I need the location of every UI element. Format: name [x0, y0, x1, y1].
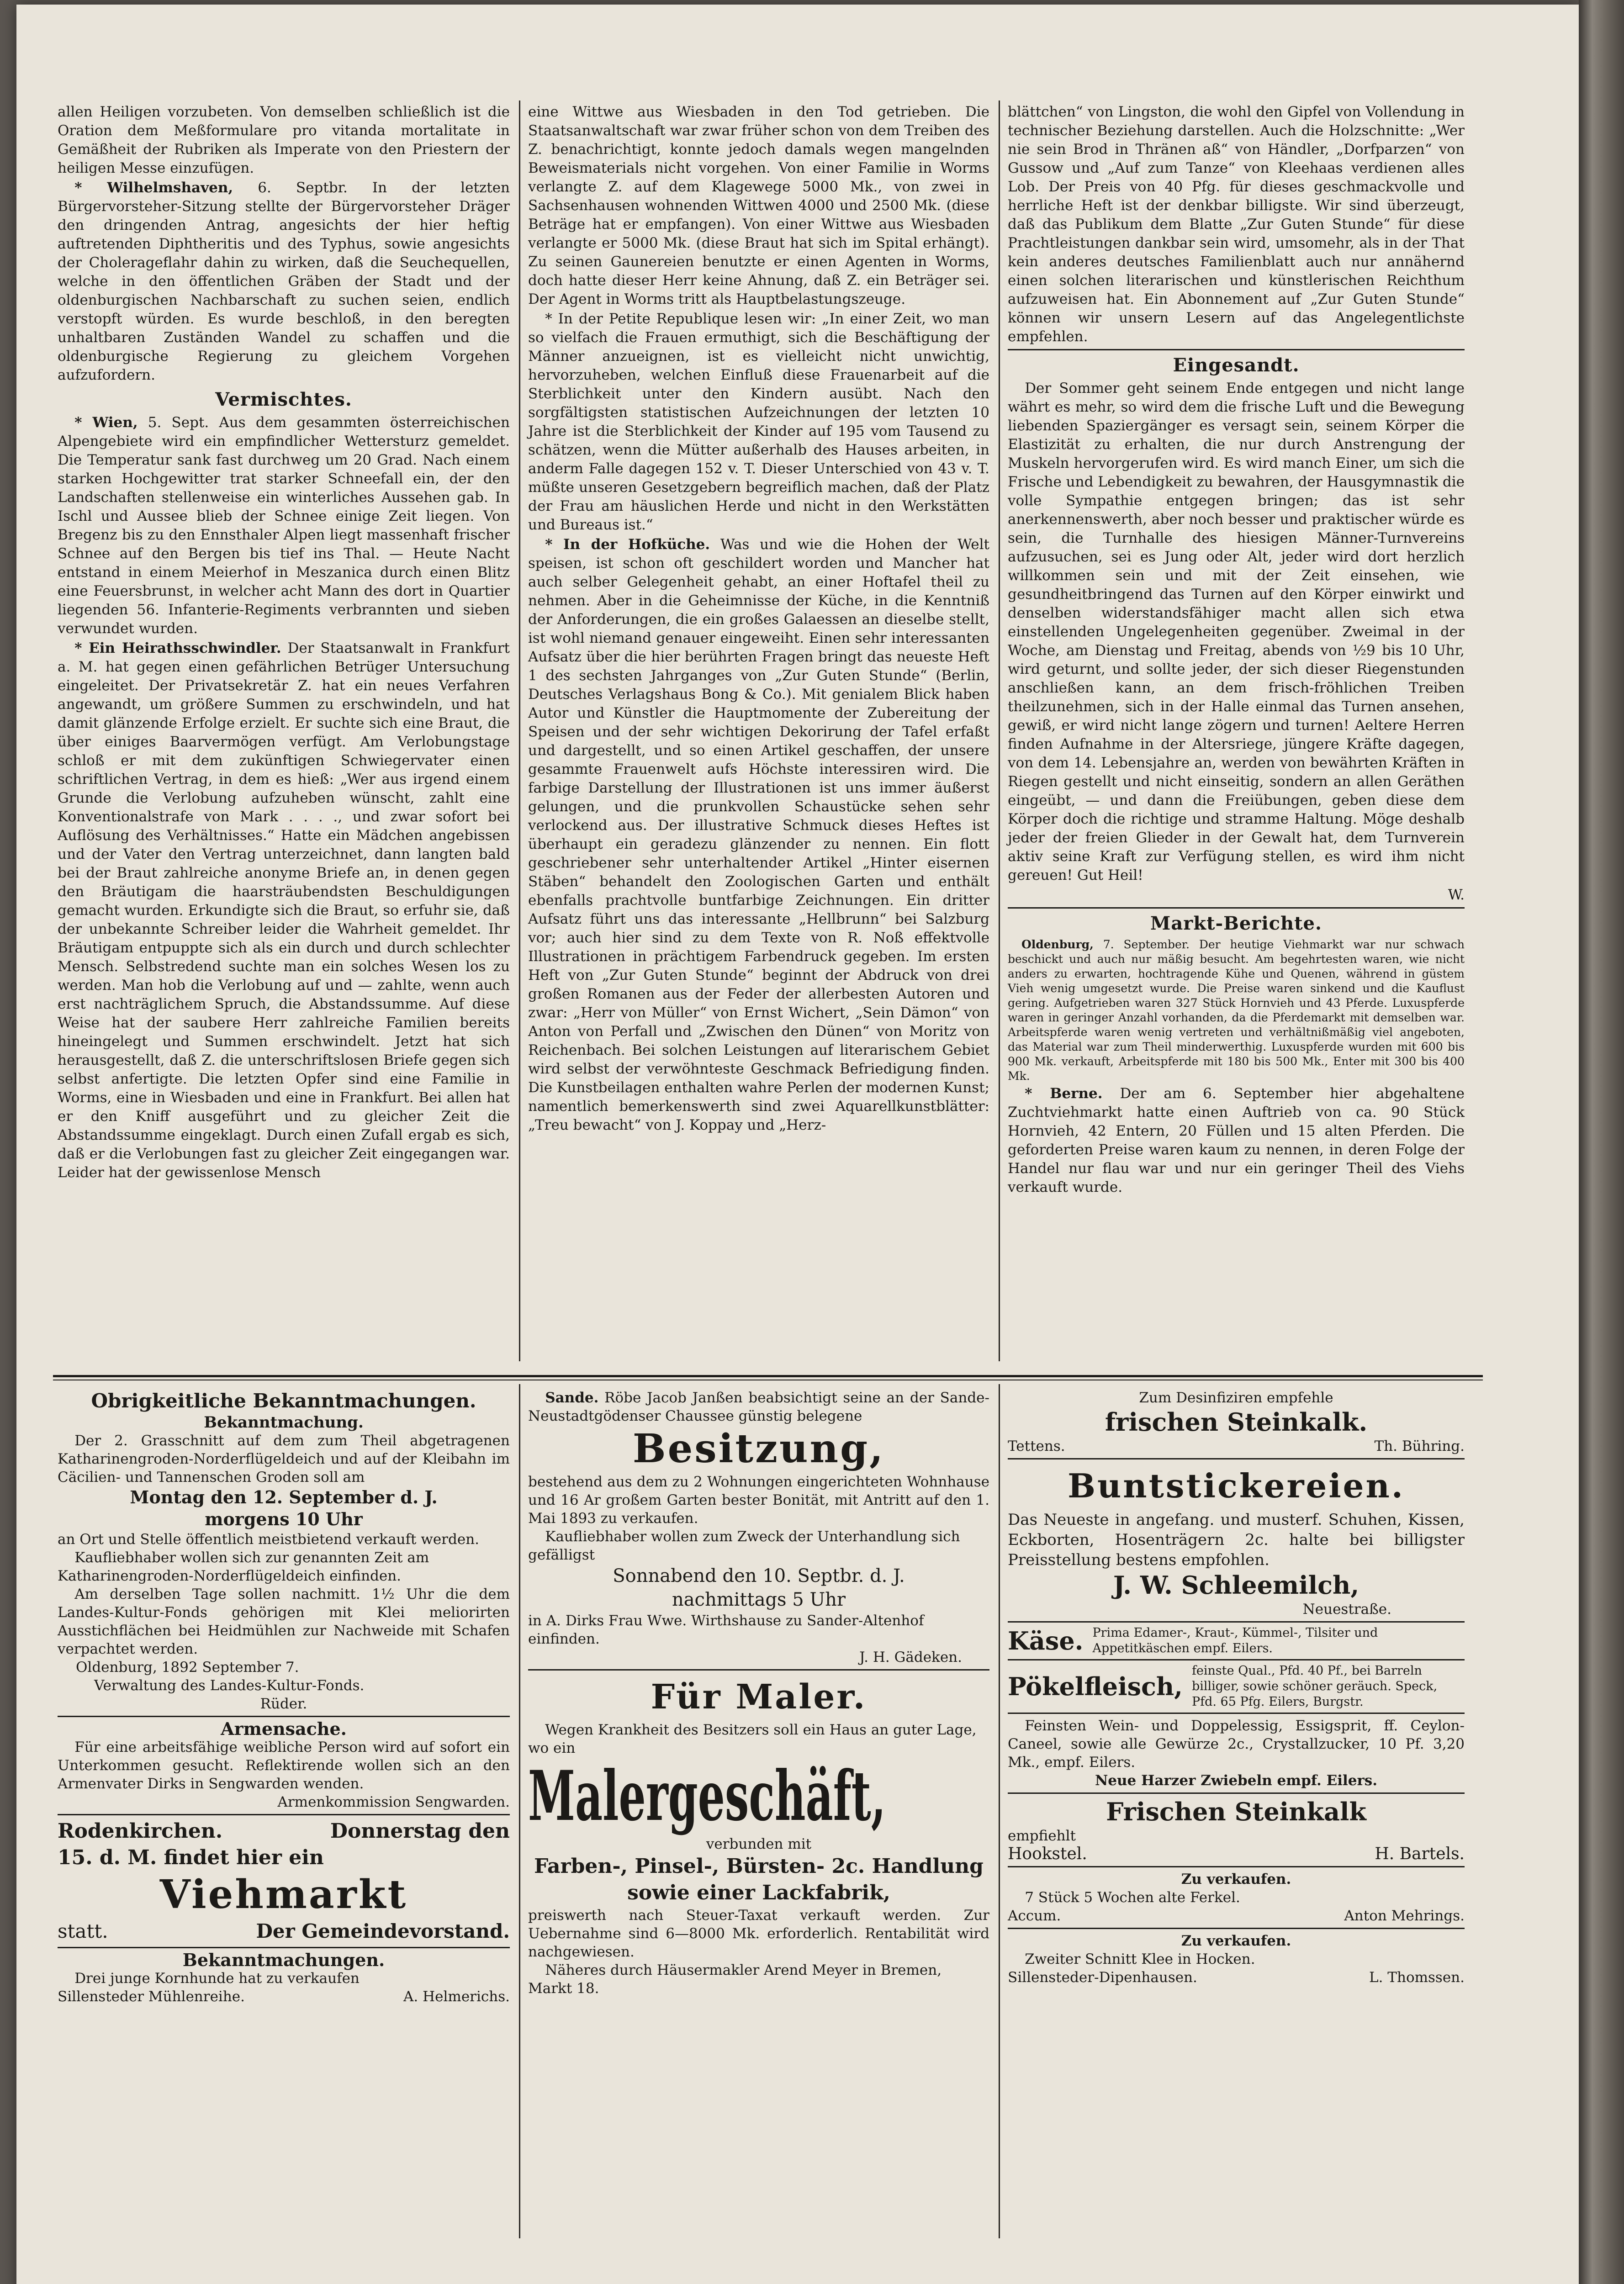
divider	[1008, 1792, 1465, 1794]
ads-column-2	[528, 1389, 989, 1998]
ad-headline: Für Maler.	[651, 1677, 867, 1717]
article-text: 5. Sept. Aus dem gesammten österreichischen Alpengebiete wird ein empfindlicher Wettersturz gemeldet. Die Temperatur sank fast durchweg um 20 Grad. Nach einem starken Hochgewitter trat starker Schneefall ein, der den Landschaften stellenweise ein winterliches Aussehen gab. In Ischl und Aussee blieb der Schnee einige Zeit liegen. Von Bregenz bis zu den Ennsthaler Alpen liegt massenhaft frischer Schnee auf den Bergen bis tief ins Thal. — Heute Nacht entstand in einem Meierhof in Meszanica durch einen Blitz eine Feuersbrunst, in welcher acht Mann des dort in Quartier liegenden 56. Infanterie-Regiments verbrannten und sieben verwundet wurden.	[58, 414, 510, 637]
ad-text: bestehend aus dem zu 2 Wohnungen eingerichteten Wohnhause und 16 Ar großem Garten bester Bonität, mit Antritt auf den 1. Mai 1893 zu verkaufen.	[528, 1474, 989, 1527]
ads-column-1	[58, 1389, 510, 2006]
ad-text: 7 Stück 5 Wochen alte Ferkel.	[1025, 1889, 1240, 1906]
divider	[1008, 1659, 1465, 1660]
article-paragraph	[528, 535, 989, 1135]
ad-text: Zweiter Schnitt Klee in Hocken.	[1025, 1951, 1255, 1967]
ad-headline-large: Malergeschäft,	[528, 1756, 886, 1836]
ad-lead: Sande.	[545, 1390, 599, 1406]
article-paragraph	[58, 413, 510, 638]
article-lead: * Wien,	[74, 414, 138, 431]
article-lead: * Ein Heirathsschwindler.	[74, 640, 281, 656]
article-text: Der Staatsanwalt in Frankfurt a. M. hat gegen einen gefährlichen Betrüger Untersuchung eingeleitet. Der Privatsekretär Z. hat ein neues Verfahren angewandt, um größere Summen zu erschwindeln, und hat damit glänzende Erfolge erzielt. Er suchte sich eine Braut, die über einiges Baarvermögen verfügt. Am Verlobungstage schloß er mit dem zukünftigen Schwiegervater einen schriftlichen Vertrag, in dem es hieß: „Wer aus irgend einem Grunde die Verlobung aufzuheben wünscht, zahlt eine Konventionalstrafe von Mark . . . ., und zwar sofort bei Auflösung des Verhältnisses.“ Hatte ein Mädchen angebissen und der Vater den Vertrag unterzeichnet, dann langten bald bei der Braut zahlreiche anonyme Briefe an, in denen gegen den Bräutigam die haarsträubendsten Beschuldigungen gemacht wurden. Erkundigte sich die Braut, so erfuhr sie, daß der unbekannte Schreiber leider die Wahrheit gemeldet. Ihr Bräutigam entpuppte sich als ein durch und durch schlechter Mensch. Selbstredend suchte man ein solches Wesen los zu werden. Man hob die Verlobung auf und — zahlte, wenn auch erst nachträglichem Spruch, die Abstandssumme. Auf diese Weise hat der saubere Herr zahlreiche Familien bereits hineingelegt und Summen erschwindelt. Jetzt hat sich herausgestellt, daß Z. die unterschriftslosen Briefe gegen sich selbst anfertigte. Die letzten Opfer sind eine Familie in Worms, eine in Wiesbaden und eine in Frankfurt. Bei allen hat er den Kniff ausgeführt und zu gleicher Zeit die Abstandssumme eingeklagt. Durch einen Zufall ergab es sich, daß er die Verlobungen fast zu gleicher Zeit eingegangen war. Leider hat der gewissenlose Mensch	[58, 640, 510, 1181]
ad-text: Näheres durch Häusermakler Arend Meyer in Bremen, Markt 18.	[528, 1962, 942, 1997]
ad-title: Zu verkaufen.	[1181, 1871, 1291, 1887]
ad-text: statt.	[58, 1920, 108, 1942]
ad-place: Hookstel.	[1008, 1845, 1087, 1863]
ad-text: an Ort und Stelle öffentlich meistbietend verkauft werden.	[58, 1531, 480, 1548]
ad-row	[1008, 1968, 1465, 1987]
ad-row	[1008, 1625, 1465, 1656]
ad-place: Rodenkirchen.	[58, 1819, 223, 1843]
ad-signature: L. Thomssen.	[1369, 1969, 1465, 1986]
ad-headline-wrap	[528, 1757, 989, 1835]
ad-title: Zu verkaufen.	[1181, 1933, 1291, 1949]
article-lead: * In der Hofküche.	[545, 536, 710, 553]
ad-headline: Pökelfleisch,	[1008, 1672, 1183, 1701]
divider	[1008, 1713, 1465, 1714]
ad-text: Oldenburg, 1892 September 7.	[76, 1659, 299, 1676]
ad-signature: Th. Bühring.	[1374, 1438, 1465, 1454]
ad-text	[528, 1389, 989, 1425]
ad-place: Accum.	[1008, 1908, 1061, 1924]
ad-text: Das Neueste in angefang. und musterf. Schuhen, Kissen, Eckborten, Hosenträgern 2c. halte bei billigster Preisstellung bestens empfohlen.	[1008, 1511, 1465, 1569]
ad-text: 15. d. M. findet hier ein	[58, 1846, 324, 1869]
ad-place: Tettens.	[1008, 1438, 1065, 1454]
column-rule-right	[999, 100, 1000, 1361]
ad-text: in A. Dirks Frau Wwe. Wirthshause zu Sander-Altenhof einfinden.	[528, 1613, 924, 1647]
ad-signature: Der Gemeindevorstand.	[256, 1920, 510, 1942]
ad-text: Drei junge Kornhunde hat zu verkaufen	[74, 1970, 360, 1987]
ads-divider	[53, 1375, 1483, 1377]
ad-headline: Besitzung,	[632, 1426, 885, 1472]
ad-text: Verwaltung des Landes-Kultur-Fonds.	[94, 1677, 365, 1694]
ad-headline: Käse.	[1008, 1626, 1084, 1655]
ad-row	[58, 1818, 510, 1845]
ad-text: feinste Qual., Pfd. 40 Pf., bei Barreln billiger, sowie schöner geräuch. Speck, Pfd. 65 Pfg. Eilers, Burgstr.	[1191, 1664, 1438, 1709]
ad-subtitle: Bekanntmachung.	[204, 1413, 364, 1432]
ad-row	[58, 1988, 510, 2006]
divider	[1008, 349, 1465, 350]
article-column-2	[528, 103, 989, 1136]
ad-text: Kaufliebhaber wollen sich zur genannten Zeit am Katharinengroden-Norderflügeldeich einfinden.	[58, 1549, 429, 1584]
ad-place: Sillensteder-Dipenhausen.	[1008, 1969, 1197, 1986]
ad-signature: Anton Mehrings.	[1344, 1908, 1465, 1924]
article-lead: Oldenburg,	[1021, 938, 1094, 951]
column-rule-left	[519, 100, 520, 1361]
divider	[58, 1716, 510, 1717]
ad-headline: sowie einer Lackfabrik,	[627, 1881, 890, 1904]
divider	[1008, 1621, 1465, 1623]
ad-headline: Buntstickereien.	[1068, 1466, 1405, 1505]
ad-date: Sonnabend den 10. Septbr. d. J.	[613, 1565, 905, 1586]
ad-headline: Farben-, Pinsel-, Bürsten- 2c. Handlung	[534, 1855, 984, 1878]
ad-signature: Armenkommission Sengwarden.	[277, 1794, 510, 1810]
ad-text: Für eine arbeitsfähige weibliche Person wird auf sofort ein Unterkommen gesucht. Reflektirende wollen sich an den Armenvater Dirks in Sengwarden wenden.	[58, 1739, 510, 1792]
ad-text: Kaufliebhaber wollen zum Zweck der Unterhandlung sich gefälligst	[528, 1528, 960, 1563]
ad-text: Donnerstag den	[330, 1819, 510, 1843]
ad-row	[58, 1919, 510, 1944]
article-paragraph	[58, 179, 510, 385]
section-heading: Markt-Berichte.	[1150, 913, 1322, 934]
ad-place: Sillensteder Mühlenreihe.	[58, 1988, 245, 2005]
ad-text: Neue Harzer Zwiebeln empf. Eilers.	[1095, 1772, 1378, 1789]
ad-signature: H. Bartels.	[1375, 1845, 1465, 1863]
ad-date: Montag den 12. September d. J.	[130, 1487, 438, 1507]
divider	[58, 1947, 510, 1948]
ad-title: Bekanntmachungen.	[182, 1950, 385, 1970]
ad-signature: J. W. Schleemilch,	[1113, 1570, 1360, 1600]
article-text: Was und wie die Hohen der Welt speisen, ist schon oft geschildert worden und Mancher hat auch selber Gelegenheit gehabt, an einer Hoftafel theil zu nehmen. Aber in die Geheimnisse der Küche, in die Kenntniß der Anforderungen, die ein großes Galaessen an dieselbe stellt, ist wohl niemand genauer eingeweiht. Einen sehr interessanten Aufsatz über die hier berührten Fragen bringt das neueste Heft 1 des sechsten Jahrganges von „Zur Guten Stunde“ (Berlin, Deutsches Verlagshaus Bong & Co.). Mit genialem Blick haben Autor und Künstler die Hauptmomente der Zubereitung der Speisen und der sehr wichtigen Dekorirung der Tafel erfaßt und dargestellt, und so einen Artikel geschaffen, der unsere gesammte Frauenwelt aufs Höchste interessiren wird. Die farbige Darstellung der Illustrationen ist uns immer äußerst gelungen, und die prunkvollen Schaustücke sehen sehr verlockend aus. Der illustrative Schmuck dieses Heftes ist überhaupt ein geradezu glänzender zu nennen. Ein flott geschriebener sehr unterhaltender Artikel „Hinter eisernen Stäben“ behandelt den Zoologischen Garten und enthält ebenfalls prachtvolle buntfarbige Zeichnungen. Ein dritter Aufsatz führt uns das interessante „Hellbrunn“ bei Salzburg vor; auch hier sind zu dem Texte von R. Noß effektvolle Illustrationen in prächtigem Farbendruck gegeben. Im ersten Heft von „Zur Guten Stunde“ beginnt der Abdruck von drei großen Romanen aus der Feder der allerbesten Autoren und zwar: „Herr von Müller“ von Ernst Wichert, „Sein Dämon“ von Anton von Perfall und „Zwischen den Dünen“ von Moritz von Reichenbach. Bei solchen Leistungen auf literarischem Gebiet wird selbst der verwöhnteste Geschmack Befriedigung finden. Die Kunstbeilagen enthalten wahre Perlen der modernen Kunst; namentlich bemerkenswerth sind zwei Aquarellkunstblätter: „Treu bewacht“ von J. Koppay und „Herz-	[528, 536, 989, 1133]
ad-text: Wegen Krankheit des Besitzers soll ein Haus an guter Lage, wo ein	[528, 1722, 977, 1756]
ad-title: Obrigkeitliche Bekanntmachungen.	[91, 1390, 476, 1412]
ad-signature: J. H. Gädeken.	[859, 1649, 962, 1665]
ad-text: Feinsten Wein- und Doppelessig, Essigsprit, ff. Ceylon-Caneel, sowie alle Gewürze 2c., Crystallzucker, 10 Pf. 3,20 Mk., empf. Eilers.	[1008, 1718, 1465, 1771]
ad-signature: A. Helmerichs.	[403, 1988, 510, 2005]
signature: W.	[1448, 887, 1465, 903]
article-text: 7. September. Der heutige Viehmarkt war nur schwach beschickt und auch nur mäßig besucht. Am begehrtesten waren, wie nicht anders zu erwarten, hochtragende Kühe und Quenen, während in güstem Vieh wenig umgesetzt wurde. Die Preise waren sinkend und die Kauflust gering. Aufgetrieben waren 327 Stück Hornvieh und 43 Pferde. Luxuspferde waren in geringer Anzahl vorhanden, da die Pferdemarkt mit demselben war. Arbeitspferde waren wenig vertreten und verhältnißmäßig viel angeboten, das Material war zum Theil minderwerthig. Luxuspferde wurden mit 600 bis 900 Mk. verkauft, Arbeitspferde mit 180 bis 500 Mk., Enter mit 300 bis 400 Mk.	[1008, 938, 1465, 1083]
ad-date: morgens 10 Uhr	[205, 1509, 363, 1529]
divider	[1008, 1928, 1465, 1929]
ad-text: preiswerth nach Steuer-Taxat verkauft werden. Zur Uebernahme sind 6—8000 Mk. erforderlich. Rentabilität wird nachgewiesen.	[528, 1907, 989, 1960]
article-text: 6. Septbr. In der letzten Bürgervorsteher-Sitzung stellte der Bürgervorsteher Dräger den dringenden Antrag, angesichts der hier heftig auftretenden Diphtheritis und des Typhus, sowie angesichts der Cholerageflahr dahin zu wirken, daß die Seuchequellen, welche in den öffentlichen Gräben der Stadt und der oldenburgischen Nachbarschaft zu suchen seien, endlich verstopft würden. Es wurde beschloß, in den beregten unhaltbaren Zuständen Wandel zu schaffen und die oldenburgische Regierung zu gleichem Vorgehen aufzufordern.	[58, 180, 510, 383]
divider	[1008, 907, 1465, 909]
divider	[1008, 1458, 1465, 1459]
section-heading: Vermischtes.	[215, 389, 352, 410]
ad-row	[1008, 1437, 1465, 1455]
market-report	[1008, 937, 1465, 1084]
article-paragraph: allen Heiligen vorzubeten. Von demselben schließlich ist die Oration dem Meßformulare pro vitanda mortalitate in Gemäßheit der Rubriken als Imperate von den Priestern der heiligen Messe einzufügen.	[58, 104, 510, 176]
article-column-1	[58, 103, 510, 1183]
ad-text: verbunden mit	[706, 1836, 812, 1852]
divider	[1008, 1866, 1465, 1867]
newspaper-page	[16, 5, 1579, 2284]
article-paragraph: eine Wittwe aus Wiesbaden in den Tod getrieben. Die Staatsanwaltschaft war zwar früher schon von dem Treiben des Z. benachrichtigt, konnte jedoch damals wegen mangelnden Beweismaterials nicht vorgehen. Von einer Familie in Worms verlangte Z. auf dem Klagewege 5000 Mk., von zwei in Sachsenhausen wohnenden Wittwen 4000 und 2500 Mk. (diese Beträge hat er empfangen). Von einer Wittwe aus Wiesbaden verlangte er 5000 Mk. (diese Braut hat sich im Spital erhängt). Zu seinen Gaunereien benutzte er einen Agenten in Worms, doch hatte dieser Herr keine Ahnung, daß Z. ein Beträger sei. Der Agent in Worms tritt als Hauptbelastungszeuge.	[528, 104, 989, 307]
ad-text: Röbe Jacob Janßen beabsichtigt seine an der Sande-Neustadtgödenser Chaussee günstig belegene	[528, 1390, 989, 1424]
ad-text: Am derselben Tage sollen nachmitt. 1½ Uhr die dem Landes-Kultur-Fonds gehörigen mit Klei meliorirten Ausstichflächen bei Heidmühlen zur Nachweide mit Schafen verpachtet werden.	[58, 1586, 510, 1657]
ad-headline: Frischen Steinkalk	[1106, 1797, 1366, 1826]
divider	[528, 1669, 989, 1671]
divider	[58, 1814, 510, 1815]
ad-text: Prima Edamer-, Kraut-, Kümmel-, Tilsiter und Appetitkäschen empf. Eilers.	[1092, 1626, 1378, 1655]
article-paragraph: Der Sommer geht seinem Ende entgegen und nicht lange währt es mehr, so wird dem die frische Luft und die Bewegung liebenden Spaziergänger es versagt sein, seinem Körper die Elastizität zu erhalten, die nur durch Anstrengung der Muskeln hervorgerufen wird. Es wird manch Einer, um sich die Frische und Lebendigkeit zu bewahren, der Hausgymnastik die volle Sympathie entgegen bringen; das ist sehr anerkennenswerth, aber noch besser und praktischer würde es sein, die Turnhalle des hiesigen Männer-Turnvereins aufzusuchen, sei es Jung oder Alt, jeder wird dort herzlich willkommen sein und mit der Zeit einsehen, wie gesundheitbringend das Turnen auf den Körper einwirkt und denselben widerstandsfähiger macht allen sich etwa einstellenden Ungelegenheiten gegenüber. Zweimal in der Woche, am Dienstag und Freitag, abends von ½9 bis 10 Uhr, wird geturnt, und sollte jeder, der sich dieser Riegenstunden anschließen kann, an dem frisch-fröhlichen Treiben theilzunehmen, sich in der Halle einmal das Turnen ansehen, gewiß, er wird nicht lange zögern und turnen! Aeltere Herren finden Aufnahme in der Altersriege, jüngere Kräfte dagegen, von dem 14. Lebensjahre an, werden von bewährten Kräften in Riegen gestellt und nicht einseitig, sondern an allen Geräthen eingeübt, — und dann die Freiübungen, geben diese dem Körper doch die richtige und stramme Haltung. Möge deshalb jeder der freien Glieder in der Gewalt hat, dem Turnverein aktiv seine Kraft zur Verfügung stellen, es wird ihm nicht gereuen! Gut Heil!	[1008, 380, 1465, 883]
ad-signature: Rüder.	[260, 1696, 307, 1712]
ad-text: empfiehlt	[1008, 1828, 1076, 1844]
article-paragraph: blättchen“ von Lingston, die wohl den Gipfel von Vollendung in technischer Beziehung darstellen. Auch die Holzschnitte: „Wer nie sein Brod in Thränen aß“ von Händler, „Dorfparzen“ von Gussow und „Auf zum Tanze“ von Kleehaas verdienen alles Lob. Der Preis von 40 Pfg. für dieses geschmackvolle und herrliche Heft ist der denkbar billigste. Wir sind überzeugt, daß das Publikum dem Blatte „Zur Guten Stunde“ für diese Prachtleistungen dankbar sein wird, umsomehr, als in der That kein anderes deutsches Familienblatt auch nur annähernd einen solchen literarischen und künstlerischen Reichthum aufzuweisen hat. Ein Abonnement auf „Zur Guten Stunde“ können wir unsern Lesern auf das Angelegentlichste empfehlen.	[1008, 104, 1465, 345]
ads-column-3	[1008, 1389, 1465, 1987]
ad-title: Armensache.	[221, 1718, 347, 1739]
page-edge	[1579, 0, 1624, 2284]
ad-row	[1008, 1907, 1465, 1925]
ad-text: Neuestraße.	[1302, 1601, 1391, 1618]
article-column-3	[1008, 103, 1465, 1198]
ads-rule-left	[519, 1384, 520, 2238]
ad-row	[1008, 1663, 1465, 1710]
ad-headline: Viehmarkt	[159, 1872, 408, 1918]
ad-headline: frischen Steinkalk.	[1105, 1407, 1368, 1437]
article-paragraph	[58, 639, 510, 1182]
ad-row	[1008, 1845, 1465, 1863]
ad-text: Der 2. Grasschnitt auf dem zum Theil abgetragenen Katharinengroden-Norderflügeldeich und auf der Kleibahn im Cäcilien- und Tannenschen Groden soll am	[58, 1433, 510, 1486]
market-report	[1008, 1084, 1465, 1197]
ads-rule-right	[999, 1384, 1000, 2238]
ad-date: nachmittags 5 Uhr	[672, 1589, 846, 1610]
section-heading: Eingesandt.	[1173, 354, 1300, 376]
article-text: Der am 6. September hier abgehaltene Zuchtviehmarkt hatte einen Auftrieb von ca. 90 Stück Hornvieh, 42 Entern, 20 Füllen und 15 alten Pferden. Die geforderten Preise waren kaum zu nennen, in deren Folge der Handel nur flau war und nur ein geringer Theil des Viehs verkauft wurde.	[1008, 1085, 1465, 1195]
ad-text: Zum Desinfiziren empfehle	[1139, 1390, 1333, 1406]
article-lead: * Wilhelmshaven,	[74, 180, 233, 196]
article-lead: * Berne.	[1025, 1085, 1103, 1102]
article-paragraph: * In der Petite Republique lesen wir: „In einer Zeit, wo man so vielfach die Frauen ermuthigt, sich die Beschäftigung der Männer anzueignen, ist es vielleicht nicht unwichtig, hervorzuheben, welchen Einfluß diese Frauenarbeit auf die Sterblichkeit unter den Kindern ausübt. Nach den sorgfältigsten statistischen Aufzeichnungen der letzten 10 Jahre ist die Sterblichkeit der Kinder auf 195 vom Tausend zu schätzen, wenn die Mütter außerhalb des Hauses arbeiten, in anderm Falle dagegen 152 v. T. Dieser Unterschied von 43 v. T. müßte unseren Gesetzgebern begreiflich machen, daß der Platz der Frau am häuslichen Herde und nicht in den Werkstätten und Bureaus ist.“	[528, 311, 989, 533]
